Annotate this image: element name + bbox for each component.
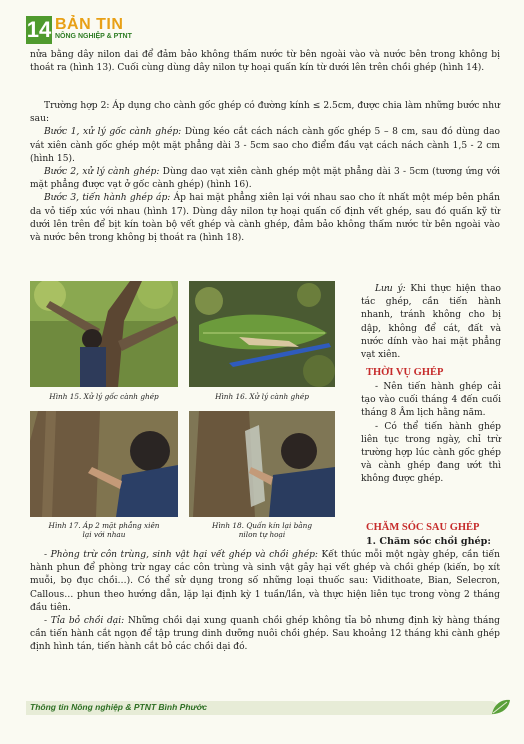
step3-text: Áp hai mặt phẳng xiên lại với nhau sao cho ít nhất một mép bên phần da vỏ tiếp xúc với nhau (hình 17). Dùng dây nilon tự hoại quấn cố định vết ghép, sau đó quấn kỹ từ dưới lên trên để bịt kín toàn bộ vết ghép và cành ghép, đảm bảo không thấm nước từ bên ngoài vào và nước bên trong không bị thoát ra (hình 18). xyxy=(30,193,500,244)
figure-18-photo xyxy=(189,411,335,517)
footer xyxy=(0,697,524,719)
season-heading: THỜI VỤ GHÉP xyxy=(366,367,444,378)
page-number: 14 xyxy=(26,17,52,42)
masthead-brand xyxy=(55,16,132,41)
figure-15-photo xyxy=(30,281,178,387)
note-paragraph xyxy=(361,283,501,362)
case2-paragraph: Trường hợp 2: Áp dụng cho cành gốc ghép có đường kính ≤ 2.5cm, được chia làm những bước như sau: xyxy=(30,101,500,125)
step2-paragraph xyxy=(30,166,500,192)
step3-paragraph xyxy=(30,192,500,245)
care-body xyxy=(30,549,500,655)
prune-paragraph xyxy=(30,615,500,655)
prune-label: - Tỉa bỏ chồi dại: xyxy=(44,616,125,627)
masthead-subtitle: NÔNG NGHIỆP & PTNT xyxy=(55,33,132,40)
intro-text: nửa bằng dây nilon dai để đảm bảo không thấm nước từ bên ngoài vào và nước bên trong không bị thoát ra (hình 13). Cuối cùng dùng dây nilon tự hoại quấn kín từ dưới lên trên chồi ghép (hình 14). xyxy=(30,50,500,74)
figure-16-photo xyxy=(189,281,335,387)
figure-16-caption: Hình 16. Xử lý cành ghép xyxy=(215,392,309,401)
step3-label: Bước 3, tiến hành ghép áp: xyxy=(44,193,171,204)
note-label: Lưu ý: xyxy=(375,284,406,294)
season-section xyxy=(361,381,501,487)
care-heading: CHĂM SÓC SAU GHÉP xyxy=(366,522,480,533)
step1-paragraph xyxy=(30,126,500,166)
step1-label: Bước 1, xử lý gốc cành ghép: xyxy=(44,127,182,138)
note-text: Khi thực hiện thao tác ghép, cần tiến hành nhanh, tránh không cho bị dập, không để cát, đất và nước dính vào hai mặt phẳng vạt xiên. xyxy=(361,284,501,361)
intro-paragraph xyxy=(30,49,500,75)
pest-text: Kết thúc mỗi một ngày ghép, cần tiến hành phun để phòng trừ ngay các côn trùng và sinh vật gây hại vết ghép và chồi ghép (kiến, bọ xít muỗi, bọ đục chồi…). Có thể sử dụng trong số những loại thuốc sau: Vidithoate, Bian, Selecron, Callous… phun theo hướng dẫn, lặp lại định kỳ 1 tuần/lần, và thực hiện liên tục trong vòng 2 tháng đầu tiên. xyxy=(30,550,501,613)
prune-text: Những chồi dại xung quanh chồi ghép không tỉa bỏ nhưng định kỳ hàng tháng cần tiến hành cắt ngọn để tập trung dinh dưỡng nuôi chồi ghép. Sau khoảng 12 tháng khi cành ghép định hình tán, tiến hành cắt bỏ các chồi dại đó. xyxy=(30,616,500,653)
case2-section xyxy=(30,100,500,245)
care-subheading: 1. Chăm sóc chồi ghép: xyxy=(366,536,491,547)
season-paragraph-1: - Nên tiến hành ghép cải tạo vào cuối tháng 4 đến cuối tháng 8 Âm lịch hằng năm. xyxy=(361,382,501,419)
step2-text: Dùng dao vạt xiên cành ghép một mặt phẳng dài 3 - 5cm (tương ứng với mặt phẳng được vạt ở gốc cành ghép) (hình 16). xyxy=(30,167,500,191)
figure-17-caption: Hình 17. Áp 2 mặt phẳng xiên lại với nhau xyxy=(48,521,160,539)
sidebar-note xyxy=(361,283,501,362)
masthead-title: BẢN TIN xyxy=(55,16,124,33)
leaf-icon xyxy=(490,698,512,716)
pest-paragraph xyxy=(30,549,500,615)
step1-text: Dùng kéo cắt cách nách cành gốc ghép 5 – 8 cm, sau đó dùng dao vát xiên cành gốc ghép một mặt phẳng dài 3 - 5cm sao cho điểm đầu vạt cách nách cành 1,5 - 2 cm (hình 15). xyxy=(30,127,501,164)
masthead xyxy=(26,16,132,46)
step2-label: Bước 2, xử lý cành ghép: xyxy=(44,167,160,178)
footer-text: Thông tin Nông nghiệp & PTNT Bình Phước xyxy=(30,702,208,712)
figure-18-caption: Hình 18. Quấn kín lại bằng nilon tự hoại xyxy=(211,521,312,539)
pest-label: - Phòng trừ côn trùng, sinh vật hại vết ghép và chồi ghép: xyxy=(44,550,318,560)
figure-15-caption: Hình 15. Xử lý gốc cành ghép xyxy=(49,392,159,401)
figure-17-photo xyxy=(30,411,178,517)
season-paragraph-2: - Có thể tiến hành ghép liên tục trong ngày, chỉ trừ trường hợp lúc cành gốc ghép và cành ghép đang ướt thì không được ghép. xyxy=(361,421,501,485)
